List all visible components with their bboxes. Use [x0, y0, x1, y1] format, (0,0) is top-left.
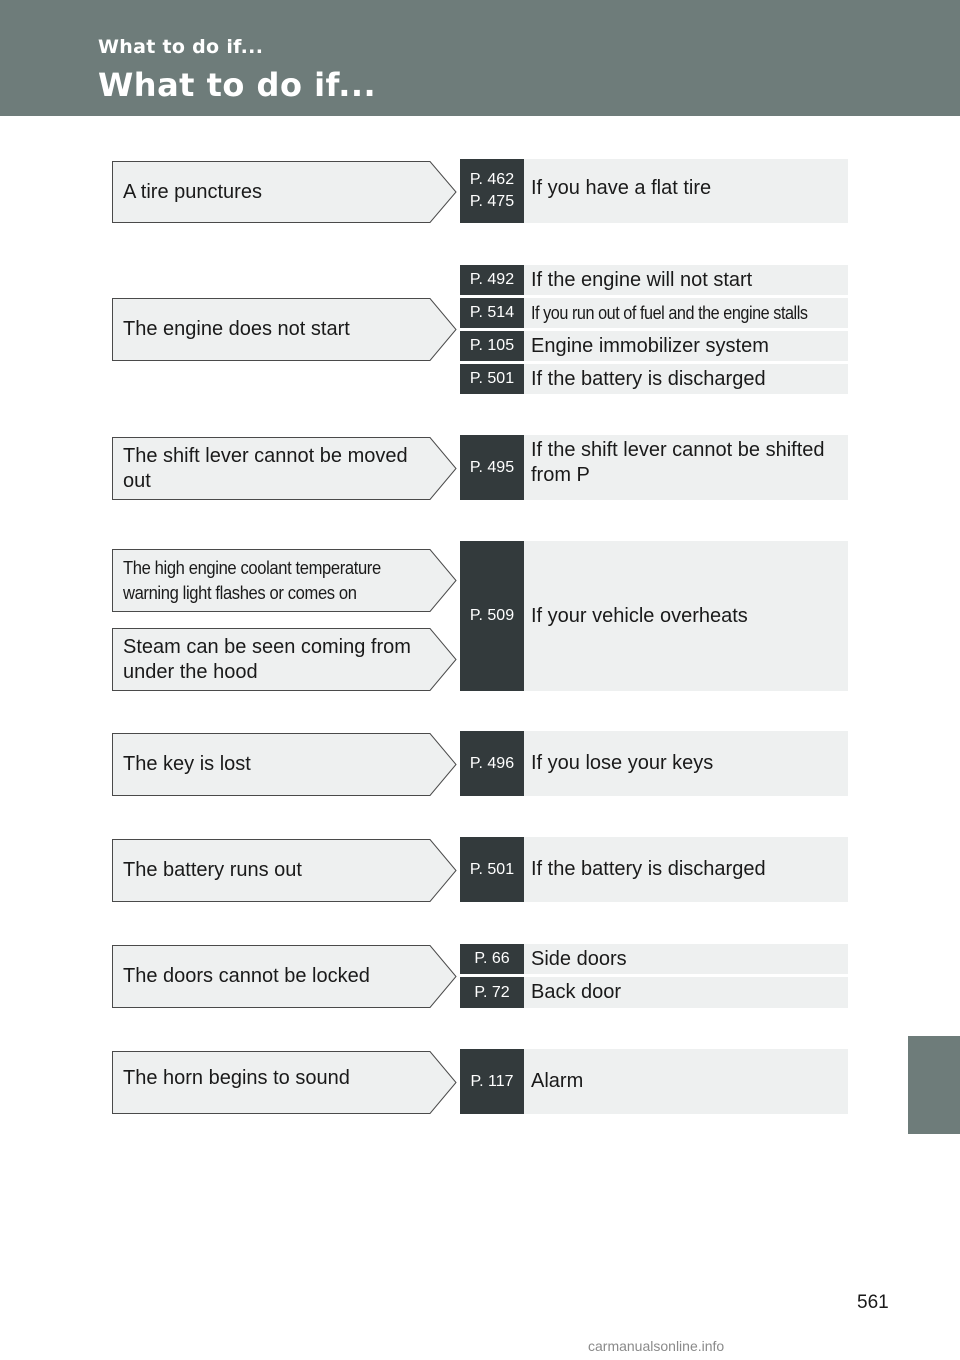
problem-text: The shift lever cannot be moved out: [123, 444, 408, 492]
reference-text: If the battery is discharged: [531, 367, 766, 390]
page-reference-label: P. 105: [469, 337, 515, 354]
reference-text: If you lose your keys: [531, 752, 714, 774]
problem-box: [112, 628, 457, 691]
page-title: What to do if...: [98, 66, 377, 104]
page-reference[interactable]: [460, 265, 524, 295]
problem-text: Steam can be seen coming from under the hood: [123, 635, 411, 683]
page-reference[interactable]: [460, 298, 524, 328]
page-reference-label: P. 492: [469, 271, 515, 288]
page-reference[interactable]: [460, 944, 524, 974]
page-reference-label: P. 66: [474, 950, 510, 967]
page-reference-label: P. 462: [469, 171, 515, 188]
reference-text: Back door: [531, 981, 622, 1003]
page-reference-label: P. 514: [469, 304, 515, 321]
reference-row: [460, 837, 848, 902]
page-reference-label: P. 501: [469, 860, 515, 878]
watermark: carmanualsonline.info: [588, 1338, 725, 1354]
reference-row: [460, 944, 848, 974]
problem-text: The key is lost: [123, 753, 251, 775]
page-reference-label: P. 475: [469, 193, 515, 210]
problem-box: [112, 733, 457, 796]
reference-text: If your vehicle overheats: [531, 604, 748, 627]
reference-text: If the shift lever cannot be shifted from P: [531, 439, 825, 486]
page-reference[interactable]: [460, 435, 524, 500]
reference-text: Engine immobilizer system: [531, 334, 769, 357]
problem-box: [112, 437, 457, 500]
page-reference[interactable]: [460, 331, 524, 361]
page-reference[interactable]: [460, 977, 524, 1008]
page-reference[interactable]: [460, 731, 524, 796]
reference-text: If the engine will not start: [531, 268, 753, 291]
reference-row: [460, 298, 848, 328]
reference-row: [460, 265, 848, 295]
page-reference-label: P. 72: [474, 983, 510, 1001]
page-header: [0, 0, 960, 116]
reference-row: [460, 331, 848, 361]
page-reference-label: P. 496: [469, 754, 515, 772]
reference-text: If the battery is discharged: [531, 858, 766, 880]
page-reference-label: P. 501: [469, 370, 515, 387]
problem-text: The horn begins to sound: [123, 1067, 350, 1089]
problem-box: [112, 549, 457, 612]
reference-row: [460, 541, 848, 691]
page-reference[interactable]: [460, 541, 524, 691]
problem-text: The high engine coolant temperature warning light flashes or comes on: [123, 557, 381, 603]
page-reference[interactable]: [460, 159, 524, 223]
chapter-tab: [908, 1036, 960, 1134]
reference-row: [460, 435, 848, 500]
problem-box: [112, 161, 457, 223]
page-reference-label: P. 117: [470, 1072, 514, 1090]
problem-box: [112, 839, 457, 902]
page-reference-label: P. 509: [469, 607, 515, 624]
reference-row: [460, 731, 848, 796]
problem-box: [112, 1051, 457, 1114]
problem-box: [112, 945, 457, 1008]
page-reference[interactable]: [460, 1049, 524, 1114]
reference-text: Side doors: [531, 947, 627, 970]
page-number: 561: [857, 1292, 889, 1313]
reference-text: Alarm: [531, 1070, 584, 1092]
problem-text: The engine does not start: [123, 318, 350, 340]
reference-row: [460, 977, 848, 1008]
reference-text: If you have a flat tire: [531, 177, 712, 199]
section-title: What to do if...: [98, 36, 264, 58]
reference-row: [460, 364, 848, 394]
page-reference[interactable]: [460, 364, 524, 394]
problem-text: A tire punctures: [123, 180, 262, 203]
problem-text: The doors cannot be locked: [123, 965, 370, 987]
problem-text: The battery runs out: [123, 859, 302, 881]
reference-text: If you run out of fuel and the engine stalls: [531, 302, 808, 323]
problem-box: [112, 298, 457, 361]
reference-row: [460, 1049, 848, 1114]
page-reference-label: P. 495: [469, 458, 515, 476]
reference-row: [460, 159, 848, 223]
page-reference[interactable]: [460, 837, 524, 902]
